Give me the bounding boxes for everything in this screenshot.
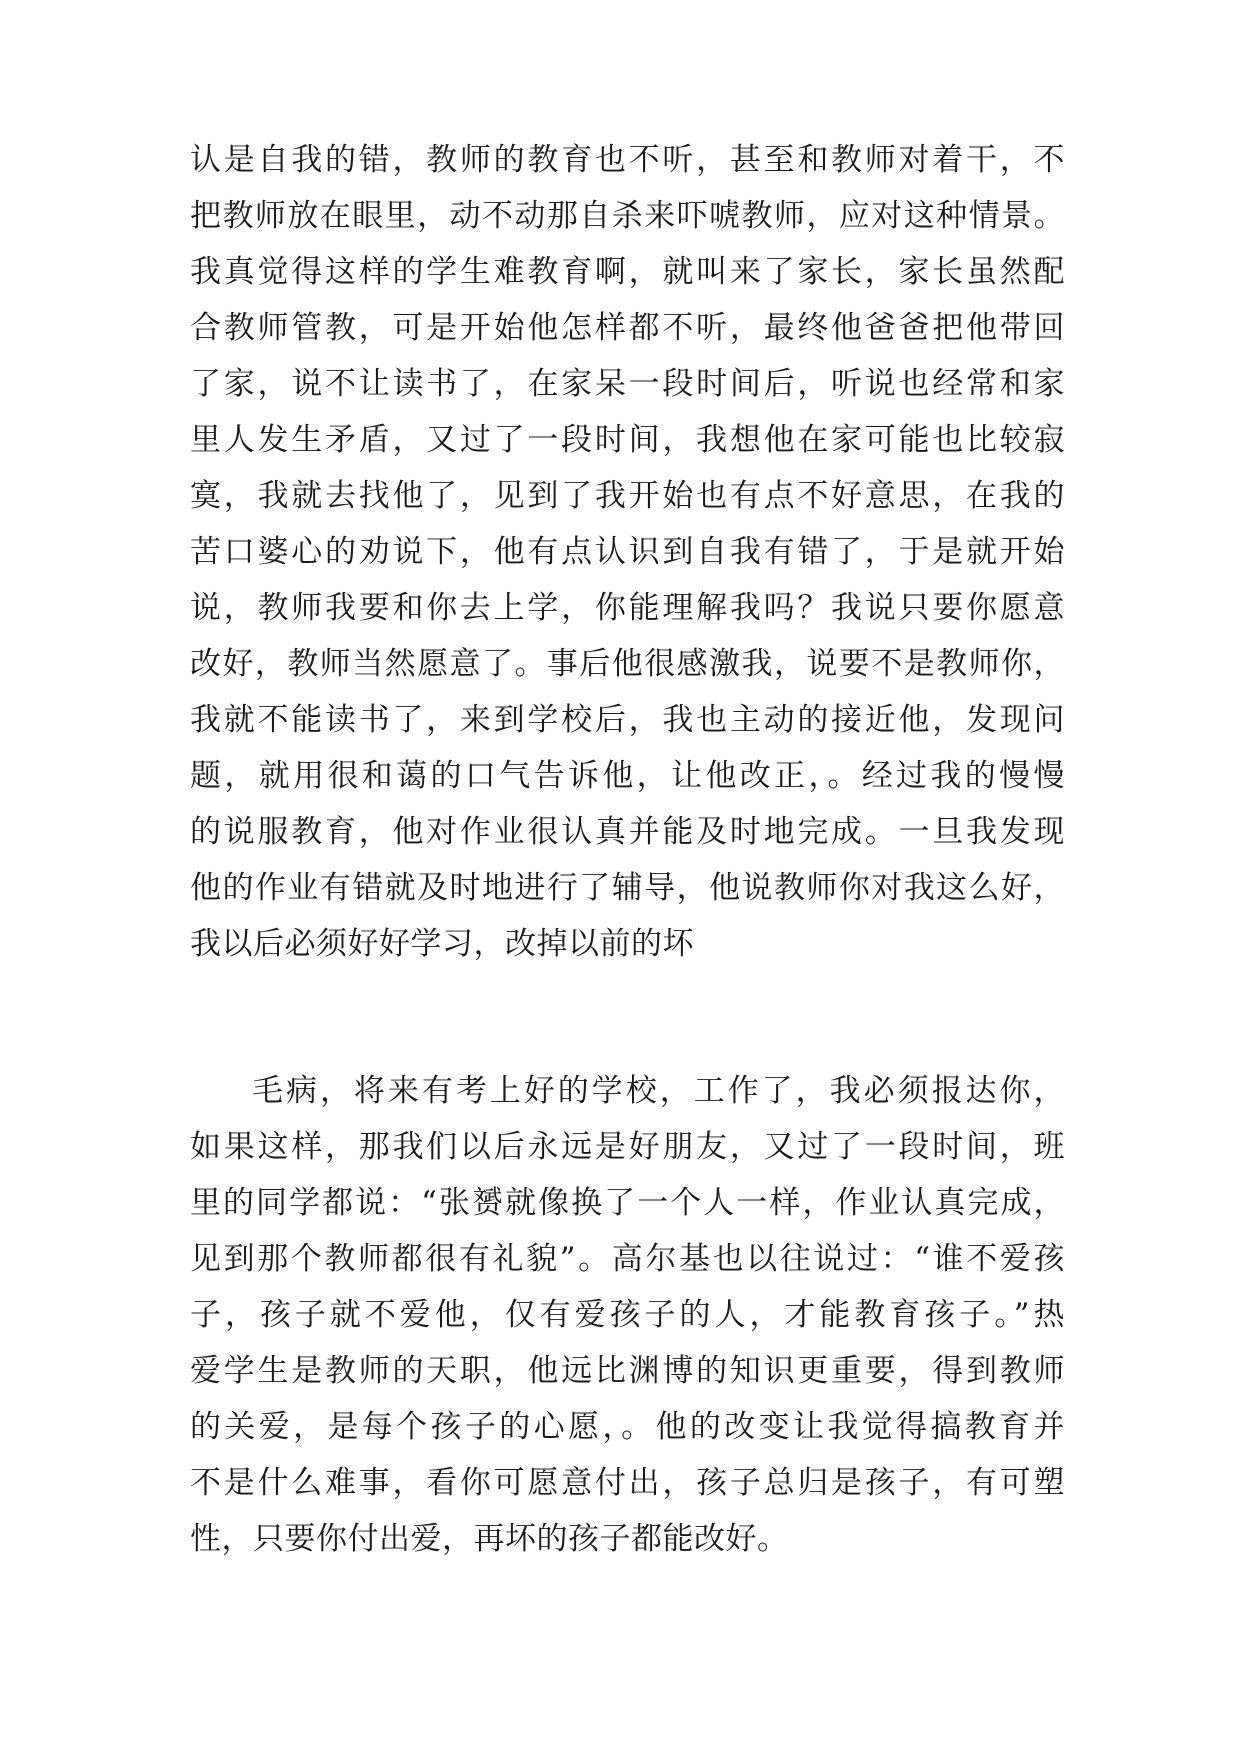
- paragraph-2-line: 子，孩子就不爱他，仅有爱孩子的人，才能教育孩子。”热: [190, 1297, 1065, 1333]
- paragraph-1-line: 他的作业有错就及时地进行了辅导，他说教师你对我这么好，: [190, 870, 1065, 906]
- paragraph-2: [190, 1063, 1065, 1567]
- paragraph-2-line: 毛病，将来有考上好的学校，工作了，我必须报达你，: [252, 1073, 1065, 1109]
- paragraph-1-line: 里人发生矛盾，又过了一段时间，我想他在家可能也比较寂: [190, 422, 1065, 458]
- paragraph-2-line: 见到那个教师都很有礼貌”。高尔基也以往说过：“谁不爱孩: [190, 1241, 1065, 1277]
- paragraph-1-line: 苦口婆心的劝说下，他有点认识到自我有错了，于是就开始: [190, 534, 1065, 570]
- paragraph-2-line: 如果这样，那我们以后永远是好朋友，又过了一段时间，班: [190, 1129, 1065, 1165]
- paragraph-2-line: 里的同学都说：“张赟就像换了一个人一样，作业认真完成，: [190, 1185, 1065, 1221]
- paragraph-1-line: 说，教师我要和你去上学，你能理解我吗？我说只要你愿意: [190, 590, 1065, 626]
- paragraph-2-line: 爱学生是教师的天职，他远比渊博的知识更重要，得到教师: [190, 1353, 1065, 1389]
- paragraph-1-line: 我真觉得这样的学生难教育啊，就叫来了家长，家长虽然配: [190, 254, 1065, 290]
- paragraph-2-line: 性，只要你付出爱，再坏的孩子都能改好。: [190, 1521, 789, 1557]
- paragraph-1-line: 的说服教育，他对作业很认真并能及时地完成。一旦我发现: [190, 814, 1065, 850]
- paragraph-1-line: 寞，我就去找他了，见到了我开始也有点不好意思，在我的: [190, 478, 1065, 514]
- paragraph-1-line: 改好，教师当然愿意了。事后他很感激我，说要不是教师你，: [190, 646, 1065, 682]
- paragraph-1-line: 题，就用很和蔼的口气告诉他，让他改正，。经过我的慢慢: [190, 758, 1065, 794]
- paragraph-1-line: 把教师放在眼里，动不动那自杀来吓唬教师，应对这种情景。: [190, 198, 1065, 234]
- paragraph-1-line: 合教师管教，可是开始他怎样都不听，最终他爸爸把他带回: [190, 310, 1065, 346]
- paragraph-1: [190, 132, 1065, 972]
- paragraph-2-line: 的关爱，是每个孩子的心愿，。他的改变让我觉得搞教育并: [190, 1409, 1065, 1445]
- paragraph-2-line: 不是什么难事，看你可愿意付出，孩子总归是孩子，有可塑: [190, 1465, 1065, 1501]
- paragraph-1-line: 我以后必须好好学习，改掉以前的坏: [190, 926, 694, 962]
- paragraph-1-line: 认是自我的错，教师的教育也不听，甚至和教师对着干，不: [190, 142, 1065, 178]
- paragraph-1-line: 我就不能读书了，来到学校后，我也主动的接近他，发现问: [190, 702, 1065, 738]
- paragraph-1-line: 了家，说不让读书了，在家呆一段时间后，听说也经常和家: [190, 366, 1065, 402]
